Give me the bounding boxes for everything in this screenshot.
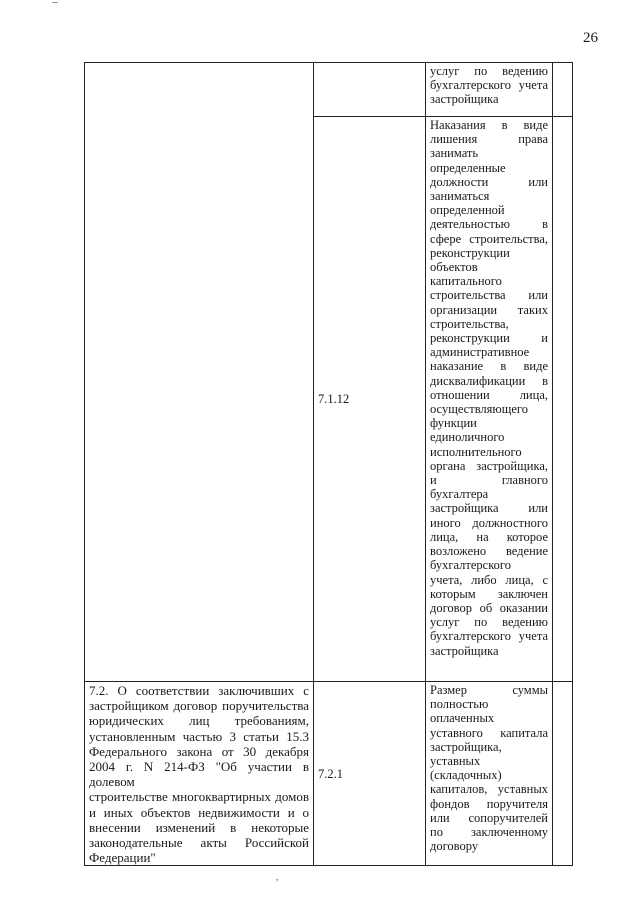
text-line: объектов — [430, 260, 478, 275]
text-line: исполнительного — [430, 444, 522, 459]
text-line: оплаченных — [430, 711, 495, 726]
text-line: организации таких — [430, 302, 548, 317]
text-line: реконструкции — [430, 245, 510, 260]
text-line: строительства или — [430, 288, 548, 303]
footer-mark: , — [276, 872, 279, 883]
text-line: фондов поручителя — [430, 796, 548, 811]
text-line: реконструкции и — [430, 331, 548, 346]
text-line: застройщика или — [430, 501, 548, 516]
text-line: бухгалтера — [430, 487, 489, 502]
text-line: 2004 г. N 214-ФЗ "Об участии в долевом — [89, 759, 309, 790]
text-line: иного должностного — [430, 515, 548, 530]
text-line: договор об оказании — [430, 600, 548, 615]
text-line: полностью — [430, 697, 489, 712]
text-line: капитального — [430, 274, 502, 289]
text-line: услуг по ведению — [430, 64, 548, 78]
code-cell — [314, 63, 426, 117]
text-line: органа застройщика, — [430, 458, 548, 473]
text-line: застройщиком договор поручительства — [89, 698, 309, 714]
text-line: наказание в виде — [430, 359, 548, 374]
note-cell — [553, 682, 573, 866]
text-line: застройщика, — [430, 739, 502, 754]
text-line: внесении изменений в некоторые — [89, 819, 309, 835]
text-line: Федерации" — [89, 850, 156, 866]
text-line: по заключенному — [430, 825, 548, 840]
text-line: занимать — [430, 146, 479, 161]
requirement-cell — [85, 63, 314, 682]
text-line: административное — [430, 345, 530, 360]
text-line: бухгалтерского — [430, 558, 511, 573]
text-line: осуществляющего — [430, 402, 528, 417]
text-line: уставных — [430, 754, 481, 769]
text-line: установленным частью 3 статьи 15.3 — [89, 728, 309, 744]
text-line: 7.2. О соответствии заключивших с — [89, 683, 309, 698]
text-line: и главного — [430, 473, 548, 488]
text-line: функции — [430, 416, 477, 431]
code-cell: 7.1.12 — [314, 117, 426, 682]
text-line: Размер суммы — [430, 683, 548, 697]
description-cell — [426, 117, 553, 682]
text-line: единоличного — [430, 430, 505, 445]
text-line: застройщика — [430, 643, 499, 658]
scan-artifact — [52, 2, 58, 3]
code-cell: 7.2.1 — [314, 682, 426, 866]
text-line: заниматься — [430, 189, 490, 204]
note-cell — [553, 117, 573, 682]
text-line: бухгалтерского учета — [430, 629, 548, 644]
table-row — [85, 682, 573, 866]
text-line: лишения права — [430, 132, 548, 147]
text-line: строительстве многоквартирных домов — [89, 789, 309, 805]
requirements-table — [84, 62, 573, 866]
text-line: лица, на которое — [430, 529, 548, 544]
text-line: договору — [430, 839, 479, 854]
text-line: Федерального закона от 30 декабря — [89, 743, 309, 759]
text-line: сфере строительства, — [430, 231, 548, 246]
description-cell — [426, 682, 553, 866]
text-line: законодательные акты Российской — [89, 835, 309, 851]
text-line: которым заключен — [430, 586, 548, 601]
text-line: услуг по ведению — [430, 615, 548, 630]
text-line: капиталов, уставных — [430, 782, 548, 797]
text-line: учета, либо лица, с — [430, 572, 548, 587]
table-row — [85, 63, 573, 117]
text-line: строительства, — [430, 316, 509, 331]
text-line: должности или — [430, 174, 548, 189]
text-line: (складочных) — [430, 768, 502, 783]
page-number: 26 — [583, 30, 598, 46]
text-line: деятельностью в — [430, 217, 548, 232]
text-line: и иных объектов недвижимости и о — [89, 804, 309, 820]
text-line: определенные — [430, 160, 506, 175]
requirement-cell — [85, 682, 314, 866]
text-line: Наказания в виде — [430, 118, 548, 132]
text-line: или сопоручителей — [430, 810, 548, 825]
text-line: дисквалификации в — [430, 373, 548, 388]
text-line: застройщика — [430, 92, 499, 107]
text-line: юридических лиц требованиям, — [89, 713, 309, 729]
text-line: уставного капитала — [430, 725, 548, 740]
text-line: определенной — [430, 203, 505, 218]
description-cell — [426, 63, 553, 117]
text-line: бухгалтерского учета — [430, 78, 548, 93]
text-line: возложено ведение — [430, 544, 548, 559]
note-cell — [553, 63, 573, 117]
text-line: отношении лица, — [430, 387, 548, 402]
